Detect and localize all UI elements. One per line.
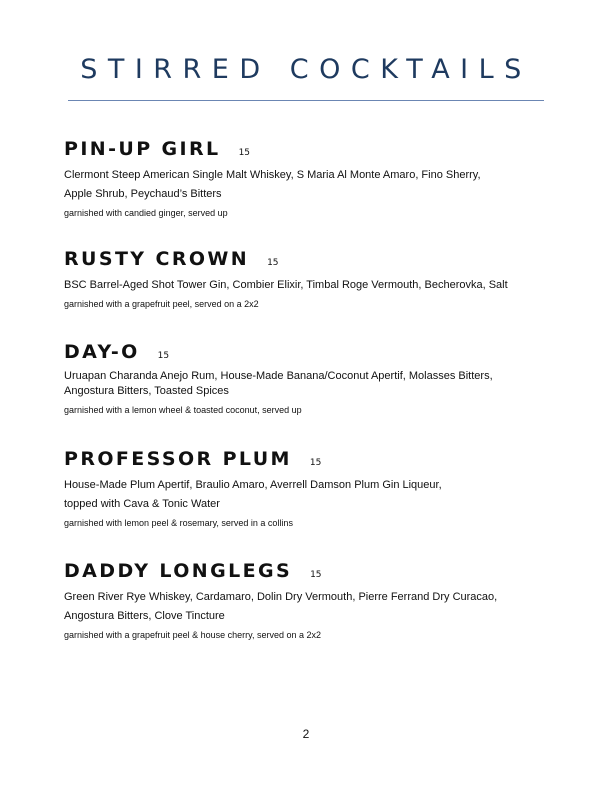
cocktail-name: PROFESSOR PLUM [64,448,292,470]
ingredients-line: Clermont Steep American Single Malt Whiskey, S Maria Al Monte Amaro, Fino Sherry, [64,169,481,181]
ingredients-line: Angostura Bitters, Toasted Spices [64,385,229,397]
cocktail-item [64,341,564,417]
ingredients-line: Apple Shrub, Peychaud’s Bitters [64,188,222,200]
cocktail-ingredients [64,588,564,626]
ingredients-line: topped with Cava & Tonic Water [64,498,220,510]
cocktail-name: DAY-O [64,341,140,363]
cocktail-name: DADDY LONGLEGS [64,560,293,582]
cocktail-header [64,248,564,274]
cocktail-garnish: garnished with a lemon wheel & toasted coconut, served up [64,405,302,415]
cocktail-item [64,560,564,642]
cocktail-ingredients [64,166,564,204]
cocktail-name: PIN-UP GIRL [64,138,221,160]
cocktail-header [64,560,564,586]
cocktail-header [64,138,564,164]
cocktail-header [64,341,564,367]
cocktail-ingredients [64,276,564,295]
ingredients-line: Angostura Bitters, Clove Tincture [64,610,225,622]
cocktail-name: RUSTY CROWN [64,248,250,270]
cocktail-garnish: garnished with a grapefruit peel & house cherry, served on a 2x2 [64,630,321,640]
cocktail-ingredients [64,476,564,514]
cocktail-price: 15 [267,258,279,268]
page-number: 2 [302,727,310,741]
cocktail-item [64,248,564,311]
cocktail-price: 15 [309,458,322,468]
cocktail-price: 15 [157,351,170,361]
cocktail-price: 15 [310,570,322,580]
cocktail-garnish: garnished with a grapefruit peel, served on a 2x2 [64,299,259,309]
ingredients-line: Uruapan Charanda Anejo Rum, House-Made Banana/Coconut Apertif, Molasses Bitters, [64,370,493,382]
cocktail-item [64,138,564,220]
cocktail-ingredients [64,369,564,399]
ingredients-line: BSC Barrel-Aged Shot Tower Gin, Combier Elixir, Timbal Roge Vermouth, Becherovka, Salt [64,279,508,291]
page-title: STIRRED COCKTAILS [80,54,532,85]
title-divider [68,100,544,101]
cocktail-header [64,448,564,474]
cocktail-item [64,448,564,530]
cocktail-garnish: garnished with lemon peel & rosemary, served in a collins [64,518,293,528]
cocktail-garnish: garnished with candied ginger, served up [64,208,228,218]
ingredients-line: House-Made Plum Apertif, Braulio Amaro, Averrell Damson Plum Gin Liqueur, [64,479,442,491]
cocktail-price: 15 [238,148,251,158]
ingredients-line: Green River Rye Whiskey, Cardamaro, Dolin Dry Vermouth, Pierre Ferrand Dry Curacao, [64,591,498,603]
